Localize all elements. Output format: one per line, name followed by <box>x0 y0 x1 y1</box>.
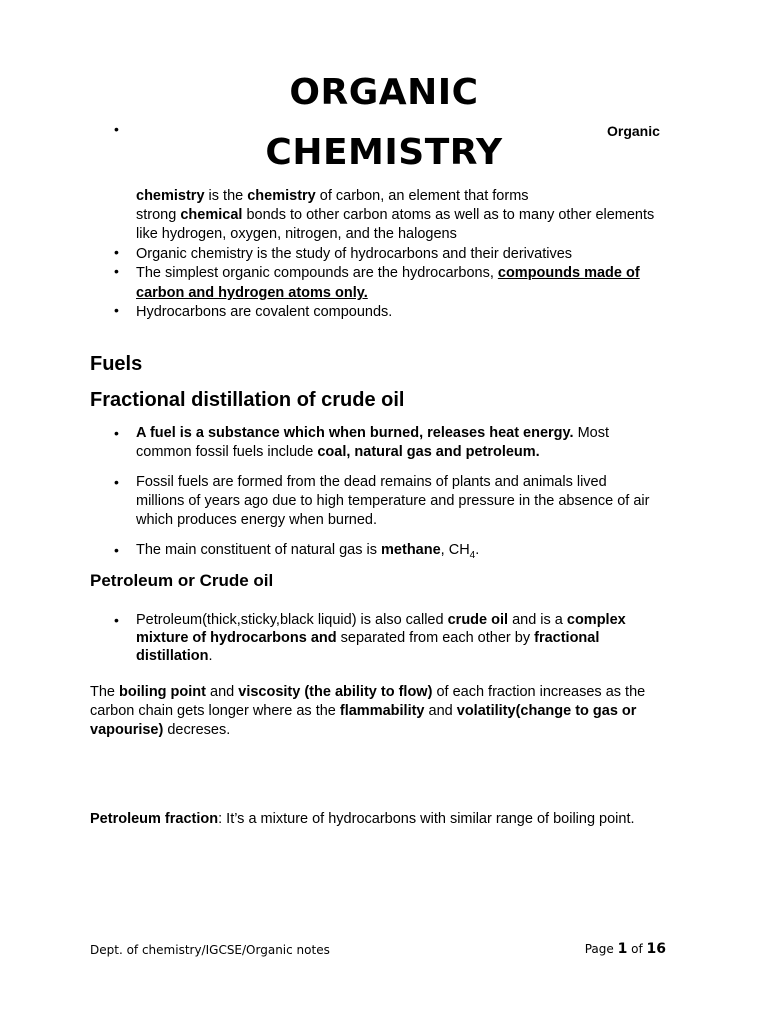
petroleum-bullet-line-1: Petroleum(thick,sticky,black liquid) is also called crude oil and is a complex <box>136 612 626 628</box>
properties-paragraph-line-2: carbon chain gets longer where as the flammability and volatility(change to gas or <box>90 703 637 719</box>
footer-page-number: Page 1 of 16 <box>584 941 666 957</box>
properties-paragraph-line-1: The boiling point and viscosity (the ability to flow) of each fraction increases as the <box>90 684 646 700</box>
intro-bullet-1-line-3: like hydrogen, oxygen, nitrogen, and the halogens <box>136 226 457 242</box>
petroleum-bullet-line-3: distillation. <box>136 648 213 664</box>
bullet-marker: • <box>114 542 119 558</box>
petroleum-bullet-line-2: mixture of hydrocarbons and separated from each other by fractional <box>136 630 600 646</box>
fuels-bullet-3: The main constituent of natural gas is methane, $CH_4$. <box>136 542 480 561</box>
bullet-marker: • <box>114 302 119 318</box>
section-heading-petroleum: Petroleum or Crude oil <box>90 571 274 590</box>
intro-bullet-3-line-2: carbon and hydrogen atoms only. <box>136 285 368 301</box>
bullet-marker: • <box>114 121 119 137</box>
properties-paragraph-line-3: vapourise) decreses. <box>90 722 231 738</box>
fuels-bullet-2-line-3: which produces energy when burned. <box>136 512 378 528</box>
fuels-bullet-1-line-1: A fuel is a substance which when burned, releases heat energy. Most <box>136 425 610 441</box>
footer-left: Dept. of chemistry/IGCSE/Organic notes <box>90 943 330 957</box>
section-subheading-fractional: Fractional distillation of crude oil <box>90 389 405 411</box>
bullet-marker: • <box>114 612 119 628</box>
fuels-bullet-2-line-1: Fossil fuels are formed from the dead remains of plants and animals lived <box>136 474 607 490</box>
intro-bullet-3-line-1: The simplest organic compounds are the hydrocarbons, compounds made of <box>136 265 640 281</box>
bullet-marker: • <box>114 474 119 490</box>
section-heading-fuels: Fuels <box>90 353 143 375</box>
organic-word: Organic <box>607 123 660 139</box>
page-title-line1: ORGANIC <box>289 72 479 113</box>
fuels-bullet-1-line-2: common fossil fuels include coal, natural gas and petroleum. <box>136 444 540 460</box>
page-title-line2: CHEMISTRY <box>265 132 503 173</box>
intro-bullet-4: Hydrocarbons are covalent compounds. <box>136 304 393 320</box>
bullet-marker: • <box>114 263 119 279</box>
fuels-bullet-2-line-2: millions of years ago due to high temperature and pressure in the absence of air <box>136 493 650 509</box>
bullet-marker: • <box>114 425 119 441</box>
intro-bullet-1-line-2: strong chemical bonds to other carbon atoms as well as to many other elements <box>136 207 655 223</box>
intro-bullet-2: Organic chemistry is the study of hydrocarbons and their derivatives <box>136 246 573 262</box>
bullet-marker: • <box>114 244 119 260</box>
intro-bullet-1-line-1: chemistry is the chemistry of carbon, an element that forms <box>136 188 529 204</box>
petroleum-fraction-definition: Petroleum fraction: It’s a mixture of hydrocarbons with similar range of boiling point. <box>90 811 635 827</box>
